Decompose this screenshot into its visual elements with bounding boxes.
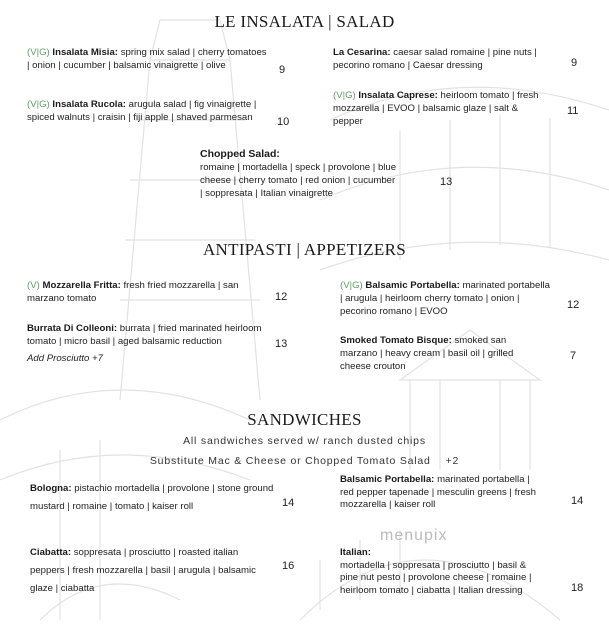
- item-price: 10: [277, 116, 290, 128]
- sandwiches-chips-note: All sandwiches served w/ ranch dusted chips: [183, 435, 426, 447]
- item-price: 13: [275, 338, 288, 350]
- item-description: heirloom tomato | fresh mozzarella | EVOO | balsamic glaze | salt & pepper: [333, 90, 539, 127]
- section-title-antipasti: ANTIPASTI | APPETIZERS: [202, 240, 406, 259]
- item-price: 18: [571, 582, 584, 594]
- menu-item-burrata: [27, 322, 267, 365]
- section-title-sandwiches: SANDWICHES: [247, 410, 362, 429]
- menu-item-caprese: [333, 89, 543, 128]
- item-name: Smoked Tomato Bisque:: [340, 335, 452, 346]
- item-description: romaine | mortadella | speck | provolone | blue cheese | cherry tomato | red onion | cucumber | soppresata | Italian vinaigrette: [200, 162, 397, 199]
- menu-item-rucola: [27, 98, 267, 124]
- item-description: soppresata | prosciutto | roasted italian peppers | fresh mozzarella | basil | arugula | balsamic glaze | ciabatta: [30, 547, 256, 594]
- item-price: 9: [279, 64, 286, 76]
- dietary-tag: (V|G): [27, 99, 50, 110]
- menu-item-cesarina: [333, 46, 558, 72]
- menu-item-mozz: [27, 279, 242, 305]
- item-description: arugula salad | fig vinaigrette | spiced walnuts | craisin | fiji apple | shaved parmesan: [27, 99, 257, 123]
- item-description: caesar salad romaine | pine nuts | pecorino romano | Caesar dressing: [333, 47, 537, 71]
- item-name: Mozzarella Fritta:: [42, 280, 121, 291]
- dietary-tag: (V|G): [27, 47, 50, 58]
- item-name: Insalata Caprese:: [358, 90, 438, 101]
- item-price: 12: [567, 299, 580, 311]
- item-name: Italian:: [340, 547, 371, 558]
- menu-item-bisque: [340, 334, 540, 373]
- item-description: fresh fried mozzarella | san marzano tomato: [27, 280, 239, 304]
- item-name: Burrata Di Colleoni:: [27, 323, 118, 334]
- item-price: 11: [567, 105, 579, 117]
- watermark: menupix: [380, 527, 448, 544]
- item-name: Balsamic Portabella:: [365, 280, 460, 291]
- item-price: 7: [570, 350, 577, 362]
- menu-item-bologna: [30, 480, 275, 516]
- item-price: 16: [282, 560, 295, 572]
- item-description: marinated portabella | red pepper tapenade | mesculin greens | fresh mozzarella | kaiser roll: [340, 474, 536, 510]
- item-description: smoked san marzano | heavy cream | basil oil | grilled cheese crouton: [340, 335, 514, 372]
- item-description: marinated portabella | arugula | heirloom cherry tomato | onion | pecorino romano | EVOO: [340, 280, 550, 317]
- item-price: 14: [571, 495, 584, 507]
- item-name: Balsamic Portabella:: [340, 474, 435, 485]
- item-name: La Cesarina:: [333, 47, 391, 58]
- item-addon-note: Add Prosciutto +7: [27, 353, 103, 364]
- dietary-tag: (V): [27, 280, 40, 291]
- dietary-tag: (V|G): [340, 280, 363, 291]
- section-title-salad: LE INSALATA | SALAD: [214, 12, 395, 31]
- item-price: 12: [275, 291, 288, 303]
- item-description: spring mix salad | cherry tomatoes | onion | cucumber | balsamic vinaigrette | olive: [27, 47, 267, 71]
- item-price: 13: [440, 176, 453, 188]
- menu-item-chopped: [200, 148, 400, 200]
- menu-item-italian: [340, 547, 540, 597]
- item-description: pistachio mortadella | provolone | stone ground mustard | romaine | tomato | kaiser roll: [30, 483, 274, 512]
- item-price: 14: [282, 497, 295, 509]
- item-description: mortadella | soppresata | prosciutto | basil & pine nut pesto | provolone cheese | romaine | heirloom tomato | ciabatta | Italian dressing: [340, 559, 532, 596]
- menu-item-ciabatta: [30, 544, 275, 598]
- item-name: Bologna:: [30, 483, 72, 494]
- sandwiches-substitute-note: Substitute Mac & Cheese or Chopped Tomato Salad +2: [149, 455, 460, 467]
- dietary-tag: (V|G): [333, 90, 356, 101]
- item-name: Chopped Salad:: [200, 148, 280, 160]
- menu-item-misia: [27, 46, 267, 72]
- item-name: Ciabatta:: [30, 547, 72, 558]
- menu-item-bsand: [340, 474, 540, 512]
- item-name: Insalata Misia:: [52, 47, 119, 58]
- item-name: Insalata Rucola:: [52, 99, 126, 110]
- item-description: burrata | fried marinated heirloom tomato | micro basil | aged balsamic reduction: [27, 323, 262, 347]
- item-price: 9: [571, 57, 578, 69]
- menu-item-bport: [340, 279, 550, 318]
